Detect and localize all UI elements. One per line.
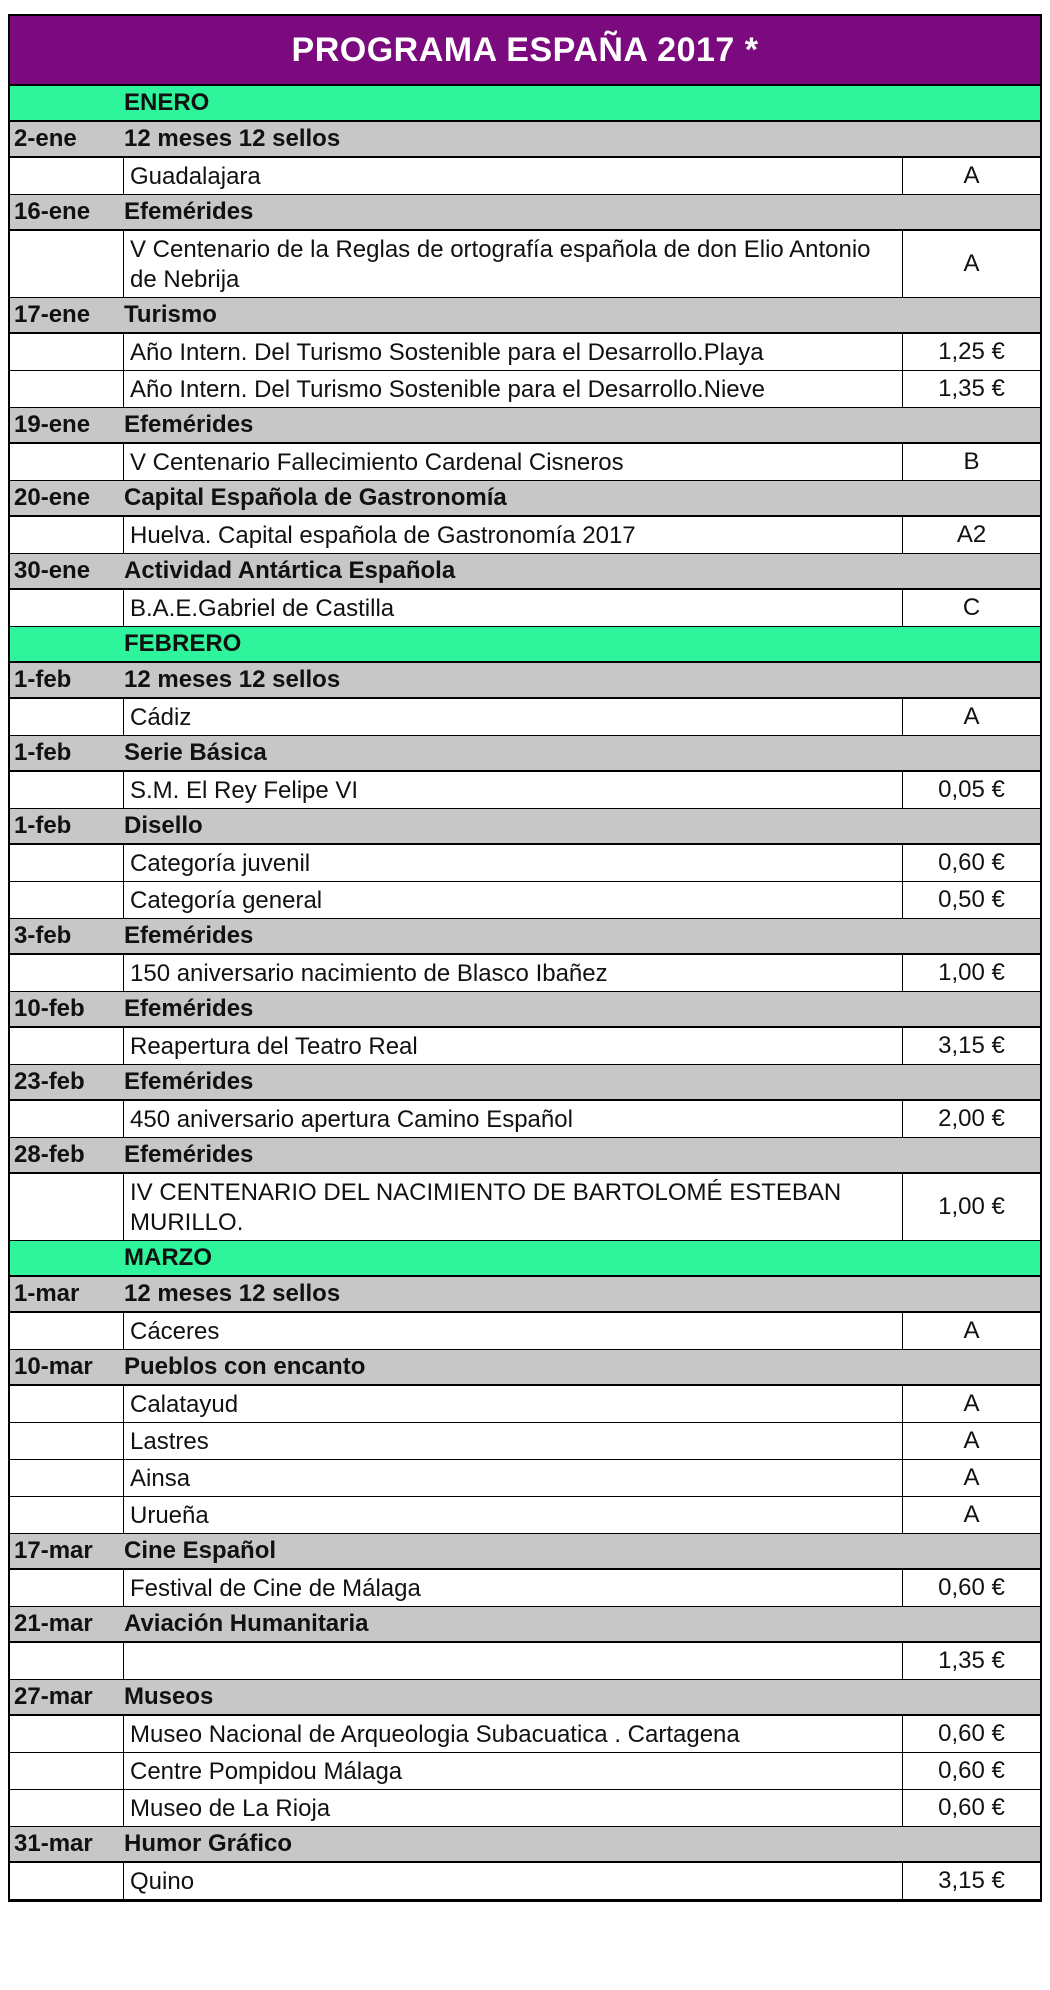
- stamp-value: A: [902, 1497, 1040, 1533]
- date-spacer-cell: [10, 444, 124, 480]
- issue-topic: Pueblos con encanto: [124, 1353, 366, 1380]
- issue-topic: 12 meses 12 sellos: [124, 1280, 341, 1307]
- stamp-value: 1,35 €: [902, 1643, 1040, 1679]
- issue-group-row: [10, 298, 1040, 334]
- stamp-value: 1,35 €: [902, 371, 1040, 407]
- issue-date: 27-mar: [14, 1683, 93, 1710]
- stamp-row: [10, 845, 1040, 882]
- stamp-title: Cáceres: [130, 1318, 220, 1345]
- issue-group-row: [10, 992, 1040, 1028]
- month-header: [10, 627, 1040, 663]
- stamp-value: A: [902, 699, 1040, 735]
- issue-topic: Efemérides: [124, 995, 254, 1022]
- stamp-title: Ainsa: [130, 1465, 191, 1492]
- stamp-row: [10, 1313, 1040, 1350]
- stamp-row: [10, 590, 1040, 627]
- stamp-row: [10, 444, 1040, 481]
- issue-group-row: [10, 195, 1040, 231]
- stamp-value: C: [902, 590, 1040, 626]
- stamp-row: [10, 1028, 1040, 1065]
- issue-topic: Cine Español: [124, 1537, 277, 1564]
- stamp-row: [10, 955, 1040, 992]
- stamp-title: V Centenario de la Reglas de ortografía española de don Elio Antonio de Nebrija: [130, 236, 871, 293]
- issue-topic: 12 meses 12 sellos: [124, 125, 341, 152]
- issue-group-row: [10, 1065, 1040, 1101]
- date-spacer-cell: [10, 1497, 124, 1533]
- issue-topic: Disello: [124, 812, 203, 839]
- issue-group-row: [10, 809, 1040, 845]
- issue-date: 1-mar: [14, 1280, 80, 1307]
- stamp-value: 0,50 €: [902, 882, 1040, 918]
- stamp-title: IV CENTENARIO DEL NACIMIENTO DE BARTOLOMÉ ESTEBAN MURILLO.: [130, 1179, 842, 1236]
- issue-date: 30-ene: [14, 557, 91, 584]
- stamp-title: Cádiz: [130, 704, 192, 731]
- stamp-value: A2: [902, 517, 1040, 553]
- issue-group-row: [10, 122, 1040, 158]
- stamp-value: 0,60 €: [902, 1753, 1040, 1789]
- issue-date: 17-ene: [14, 301, 91, 328]
- issue-topic: Actividad Antártica Española: [124, 557, 456, 584]
- stamp-row: [10, 1790, 1040, 1827]
- issue-group-row: [10, 1138, 1040, 1174]
- issue-date: 3-feb: [14, 922, 72, 949]
- date-spacer-cell: [10, 1101, 124, 1137]
- stamp-title: Calatayud: [130, 1391, 239, 1418]
- stamp-title: B.A.E.Gabriel de Castilla: [130, 595, 395, 622]
- issue-group-row: [10, 408, 1040, 444]
- date-spacer-cell: [10, 1570, 124, 1606]
- issue-topic: Humor Gráfico: [124, 1830, 293, 1857]
- issue-date: 16-ene: [14, 198, 91, 225]
- date-spacer-cell: [10, 1460, 124, 1496]
- stamp-title: Urueña: [130, 1502, 209, 1529]
- issue-date: 17-mar: [14, 1537, 93, 1564]
- stamp-title: V Centenario Fallecimiento Cardenal Cisneros: [130, 449, 624, 476]
- date-spacer-cell: [10, 517, 124, 553]
- date-spacer-cell: [10, 158, 124, 194]
- stamp-title: Festival de Cine de Málaga: [130, 1575, 421, 1602]
- date-spacer-cell: [10, 1174, 124, 1240]
- stamp-value: 1,00 €: [902, 1174, 1040, 1240]
- stamp-value: 0,60 €: [902, 1570, 1040, 1606]
- stamp-value: A: [902, 1460, 1040, 1496]
- stamp-value: 3,15 €: [902, 1028, 1040, 1064]
- issue-topic: Serie Básica: [124, 739, 267, 766]
- issue-group-row: [10, 919, 1040, 955]
- stamp-row: [10, 1570, 1040, 1607]
- stamp-row: [10, 1460, 1040, 1497]
- month-header: [10, 86, 1040, 122]
- stamp-value: 2,00 €: [902, 1101, 1040, 1137]
- stamp-title: Categoría juvenil: [130, 850, 311, 877]
- date-spacer-cell: [10, 590, 124, 626]
- stamp-row: [10, 371, 1040, 408]
- stamp-value: A: [902, 158, 1040, 194]
- stamp-row: [10, 1497, 1040, 1534]
- stamp-title: Museo de La Rioja: [130, 1795, 331, 1822]
- date-spacer-cell: [10, 1313, 124, 1349]
- stamp-row: [10, 1174, 1040, 1241]
- stamp-row: [10, 772, 1040, 809]
- month-name: ENERO: [124, 89, 210, 116]
- date-spacer-cell: [10, 1716, 124, 1752]
- date-spacer-cell: [10, 334, 124, 370]
- stamp-value: 0,05 €: [902, 772, 1040, 808]
- stamp-row: [10, 1716, 1040, 1753]
- month-name: FEBRERO: [124, 630, 242, 657]
- stamp-title: Guadalajara: [130, 163, 261, 190]
- issue-date: 1-feb: [14, 812, 72, 839]
- month-header: [10, 1241, 1040, 1277]
- stamp-row: [10, 1101, 1040, 1138]
- issue-date: 21-mar: [14, 1610, 93, 1637]
- month-name: MARZO: [124, 1244, 212, 1271]
- stamp-program-table: [8, 14, 1042, 1902]
- date-spacer-cell: [10, 1386, 124, 1422]
- stamp-row: [10, 699, 1040, 736]
- issue-topic: Efemérides: [124, 411, 254, 438]
- issue-date: 10-feb: [14, 995, 85, 1022]
- page-title: PROGRAMA ESPAÑA 2017 *: [10, 16, 1040, 86]
- stamp-title: Museo Nacional de Arqueologia Subacuatica . Cartagena: [130, 1721, 740, 1748]
- issue-group-row: [10, 554, 1040, 590]
- issue-topic: Capital Española de Gastronomía: [124, 484, 507, 511]
- stamp-row: [10, 517, 1040, 554]
- stamp-title: [124, 1643, 902, 1679]
- stamp-title: Lastres: [130, 1428, 209, 1455]
- stamp-title: Huelva. Capital española de Gastronomía 2017: [130, 522, 636, 549]
- date-spacer-cell: [10, 1753, 124, 1789]
- issue-topic: Efemérides: [124, 1068, 254, 1095]
- issue-group-row: [10, 736, 1040, 772]
- stamp-value: A: [902, 1423, 1040, 1459]
- issue-date: 31-mar: [14, 1830, 93, 1857]
- stamp-row: [10, 1863, 1040, 1900]
- stamp-value: 3,15 €: [902, 1863, 1040, 1899]
- date-spacer-cell: [10, 1863, 124, 1899]
- stamp-value: 0,60 €: [902, 845, 1040, 881]
- date-spacer-cell: [10, 845, 124, 881]
- issue-group-row: [10, 1534, 1040, 1570]
- issue-group-row: [10, 1827, 1040, 1863]
- stamp-title: Año Intern. Del Turismo Sostenible para el Desarrollo.Playa: [130, 339, 764, 366]
- stamp-row: [10, 158, 1040, 195]
- stamp-value: 0,60 €: [902, 1716, 1040, 1752]
- date-spacer-cell: [10, 1790, 124, 1826]
- issue-group-row: [10, 1350, 1040, 1386]
- issue-date: 23-feb: [14, 1068, 85, 1095]
- stamp-value: 1,25 €: [902, 334, 1040, 370]
- issue-date: 28-feb: [14, 1141, 85, 1168]
- issue-group-row: [10, 1680, 1040, 1716]
- issue-group-row: [10, 1607, 1040, 1643]
- date-spacer-cell: [10, 371, 124, 407]
- date-spacer-cell: [10, 1028, 124, 1064]
- date-spacer-cell: [10, 882, 124, 918]
- stamp-value: A: [902, 231, 1040, 297]
- date-spacer-cell: [10, 231, 124, 297]
- issue-topic: 12 meses 12 sellos: [124, 666, 341, 693]
- issue-topic: Efemérides: [124, 1141, 254, 1168]
- program-rows: [10, 86, 1040, 1900]
- issue-topic: Efemérides: [124, 198, 254, 225]
- stamp-row: [10, 1643, 1040, 1680]
- stamp-row: [10, 1753, 1040, 1790]
- stamp-row: [10, 1386, 1040, 1423]
- date-spacer-cell: [10, 955, 124, 991]
- issue-topic: Museos: [124, 1683, 214, 1710]
- issue-date: 10-mar: [14, 1353, 93, 1380]
- stamp-row: [10, 882, 1040, 919]
- issue-date: 2-ene: [14, 125, 77, 152]
- issue-group-row: [10, 1277, 1040, 1313]
- stamp-title: 150 aniversario nacimiento de Blasco Ibañez: [130, 960, 608, 987]
- date-spacer-cell: [10, 1423, 124, 1459]
- stamp-title: Quino: [130, 1868, 195, 1895]
- stamp-row: [10, 334, 1040, 371]
- issue-date: 1-feb: [14, 666, 72, 693]
- stamp-value: B: [902, 444, 1040, 480]
- date-spacer-cell: [10, 772, 124, 808]
- date-spacer-cell: [10, 699, 124, 735]
- date-spacer-cell: [10, 1643, 124, 1679]
- stamp-title: Año Intern. Del Turismo Sostenible para el Desarrollo.Nieve: [130, 376, 765, 403]
- issue-date: 1-feb: [14, 739, 72, 766]
- issue-group-row: [10, 481, 1040, 517]
- issue-date: 19-ene: [14, 411, 91, 438]
- stamp-title: Centre Pompidou Málaga: [130, 1758, 403, 1785]
- stamp-title: Reapertura del Teatro Real: [130, 1033, 418, 1060]
- stamp-row: [10, 1423, 1040, 1460]
- stamp-value: 0,60 €: [902, 1790, 1040, 1826]
- stamp-title: S.M. El Rey Felipe VI: [130, 777, 359, 804]
- issue-date: 20-ene: [14, 484, 91, 511]
- stamp-row: [10, 231, 1040, 298]
- stamp-title: Categoría general: [130, 887, 323, 914]
- stamp-title: 450 aniversario apertura Camino Español: [130, 1106, 573, 1133]
- stamp-value: A: [902, 1313, 1040, 1349]
- stamp-value: 1,00 €: [902, 955, 1040, 991]
- issue-topic: Aviación Humanitaria: [124, 1610, 369, 1637]
- issue-topic: Efemérides: [124, 922, 254, 949]
- issue-topic: Turismo: [124, 301, 217, 328]
- stamp-value: A: [902, 1386, 1040, 1422]
- issue-group-row: [10, 663, 1040, 699]
